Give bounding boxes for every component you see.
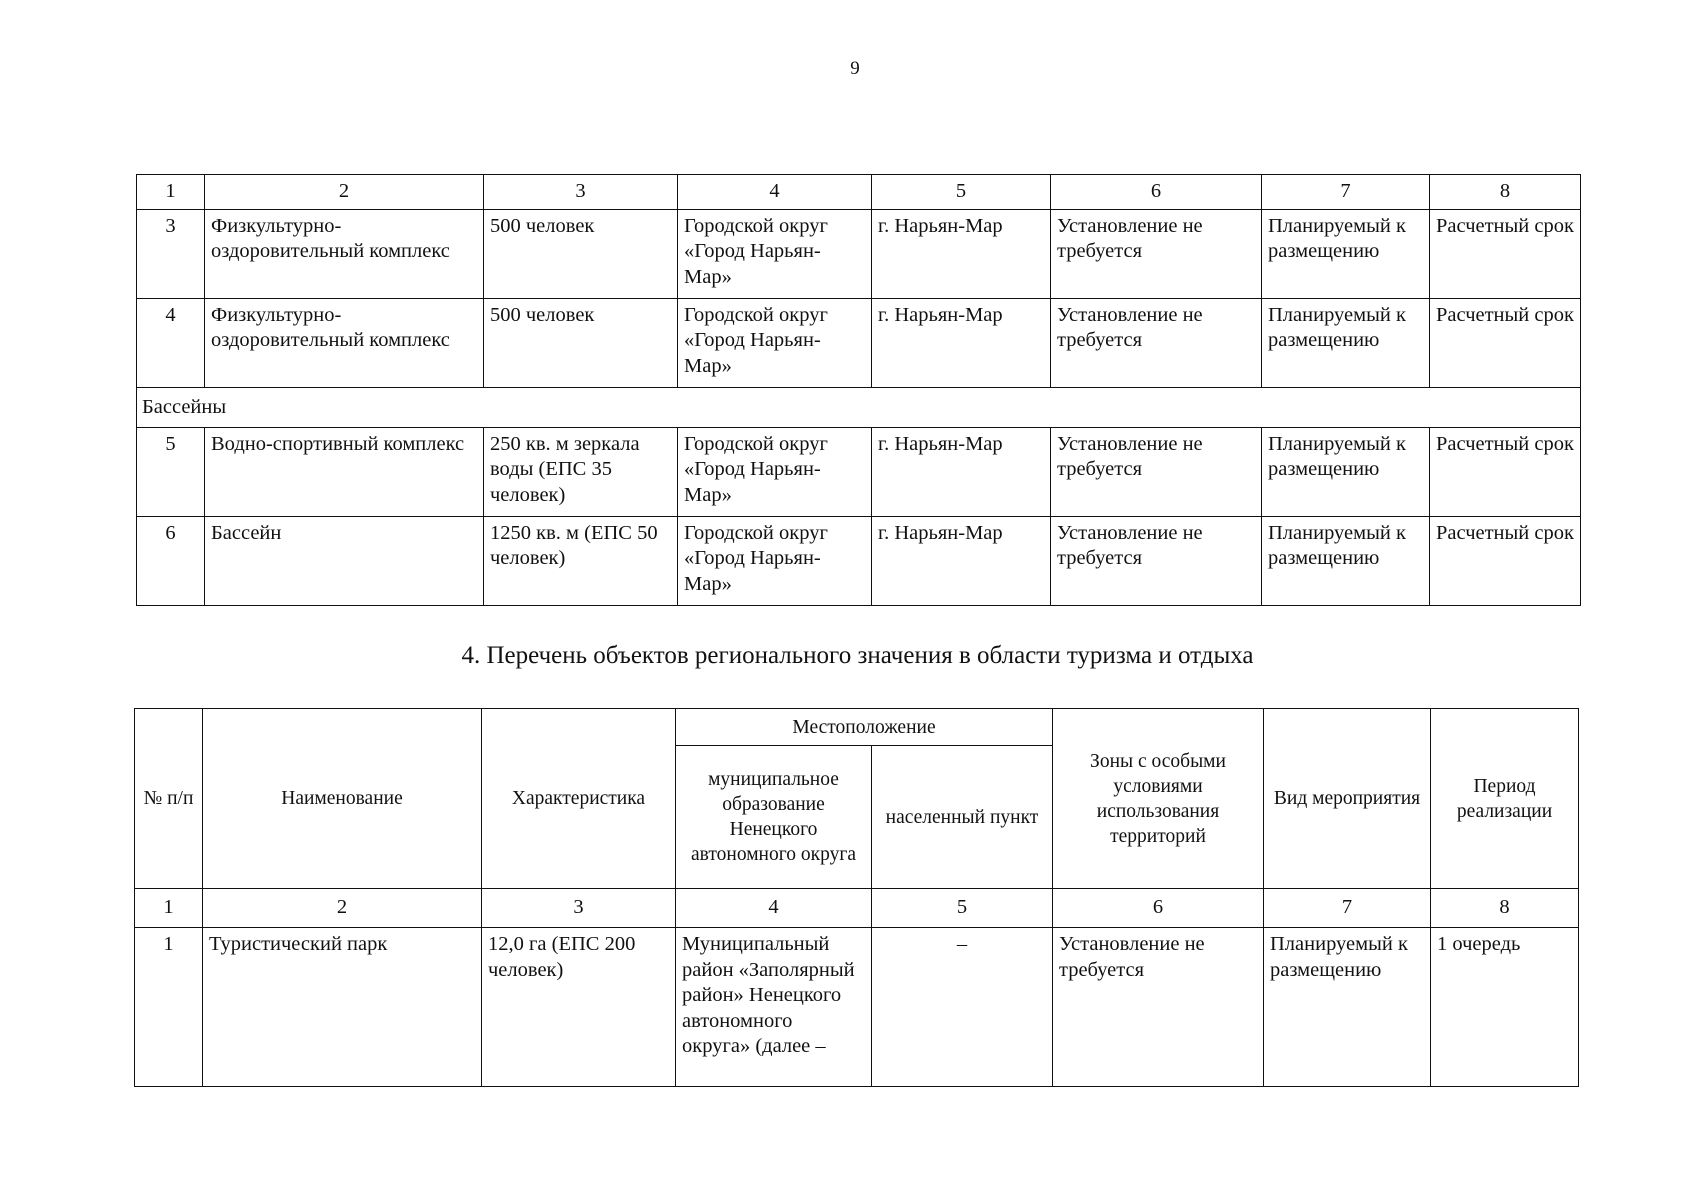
- col-number: 6: [1051, 175, 1262, 210]
- municipality: Муниципальный район «Заполярный район» Ненецкого автономного округа» (далее –: [676, 928, 872, 1087]
- zones: Установление не требуется: [1051, 516, 1262, 605]
- settlement: г. Нарьян-Мар: [872, 209, 1051, 298]
- activity-type: Планируемый к размещению: [1262, 209, 1430, 298]
- object-characteristic: 12,0 га (ЕПС 200 человек): [482, 928, 676, 1087]
- settlement: –: [872, 928, 1053, 1087]
- activity-type: Планируемый к размещению: [1262, 298, 1430, 387]
- col-number: 7: [1264, 889, 1431, 928]
- section-title: 4. Перечень объектов регионального значения в области туризма и отдыха: [461, 642, 1254, 669]
- municipality: Городской округ «Город Нарьян-Мар»: [678, 298, 872, 387]
- object-name: Физкультурно-оздоровительный комплекс: [205, 209, 484, 298]
- col-number: 6: [1053, 889, 1264, 928]
- col-number: 4: [678, 175, 872, 210]
- header-characteristic: Характеристика: [482, 709, 676, 889]
- col-number: 8: [1430, 175, 1581, 210]
- col-number: 3: [484, 175, 678, 210]
- header-num: № п/п: [135, 709, 203, 889]
- col-number: 4: [676, 889, 872, 928]
- header-location: Местоположение: [676, 709, 1053, 746]
- row-number: 6: [137, 516, 205, 605]
- col-number: 1: [137, 175, 205, 210]
- header-settlement: населенный пункт: [872, 746, 1053, 889]
- zones: Установление не требуется: [1053, 928, 1264, 1087]
- row-number: 1: [135, 928, 203, 1087]
- settlement: г. Нарьян-Мар: [872, 516, 1051, 605]
- object-characteristic: 250 кв. м зеркала воды (ЕПС 35 человек): [484, 427, 678, 516]
- table-row: [137, 209, 1581, 298]
- row-number: 3: [137, 209, 205, 298]
- object-characteristic: 1250 кв. м (ЕПС 50 человек): [484, 516, 678, 605]
- tourism-objects-table: [134, 708, 1579, 1087]
- header-activity: Вид мероприятия: [1264, 709, 1431, 889]
- col-number: 1: [135, 889, 203, 928]
- implementation-period: Расчетный срок: [1430, 516, 1581, 605]
- page-number: 9: [850, 58, 860, 79]
- municipality: Городской округ «Город Нарьян-Мар»: [678, 209, 872, 298]
- col-number: 3: [482, 889, 676, 928]
- activity-type: Планируемый к размещению: [1264, 928, 1431, 1087]
- header-period: Период реализации: [1431, 709, 1579, 889]
- table-row: [137, 516, 1581, 605]
- implementation-period: Расчетный срок: [1430, 209, 1581, 298]
- implementation-period: Расчетный срок: [1430, 427, 1581, 516]
- implementation-period: Расчетный срок: [1430, 298, 1581, 387]
- row-number: 5: [137, 427, 205, 516]
- object-name: Бассейн: [205, 516, 484, 605]
- activity-type: Планируемый к размещению: [1262, 427, 1430, 516]
- municipality: Городской округ «Город Нарьян-Мар»: [678, 516, 872, 605]
- activity-type: Планируемый к размещению: [1262, 516, 1430, 605]
- implementation-period: 1 очередь: [1431, 928, 1579, 1087]
- header-municipality: муниципальное образование Ненецкого автономного округа: [676, 746, 872, 889]
- col-number: 5: [872, 889, 1053, 928]
- object-name: Туристический парк: [203, 928, 482, 1087]
- municipality: Городской округ «Город Нарьян-Мар»: [678, 427, 872, 516]
- object-characteristic: 500 человек: [484, 298, 678, 387]
- sports-objects-table-continued: [136, 174, 1581, 606]
- col-number: 7: [1262, 175, 1430, 210]
- settlement: г. Нарьян-Мар: [872, 427, 1051, 516]
- group-header-row: [137, 387, 1581, 427]
- object-name: Водно-спортивный комплекс: [205, 427, 484, 516]
- table-row: [135, 928, 1579, 1087]
- zones: Установление не требуется: [1051, 298, 1262, 387]
- object-characteristic: 500 человек: [484, 209, 678, 298]
- header-zones: Зоны с особыми условиями использования территорий: [1053, 709, 1264, 889]
- object-name: Физкультурно-оздоровительный комплекс: [205, 298, 484, 387]
- zones: Установление не требуется: [1051, 427, 1262, 516]
- table-header-row: [135, 709, 1579, 746]
- row-number: 4: [137, 298, 205, 387]
- col-number: 2: [205, 175, 484, 210]
- table-row: [137, 427, 1581, 516]
- table-row: [137, 298, 1581, 387]
- zones: Установление не требуется: [1051, 209, 1262, 298]
- col-number: 5: [872, 175, 1051, 210]
- settlement: г. Нарьян-Мар: [872, 298, 1051, 387]
- header-name: Наименование: [203, 709, 482, 889]
- column-number-row: [137, 175, 1581, 210]
- col-number: 2: [203, 889, 482, 928]
- group-label: Бассейны: [137, 387, 1581, 427]
- col-number: 8: [1431, 889, 1579, 928]
- column-number-row: [135, 889, 1579, 928]
